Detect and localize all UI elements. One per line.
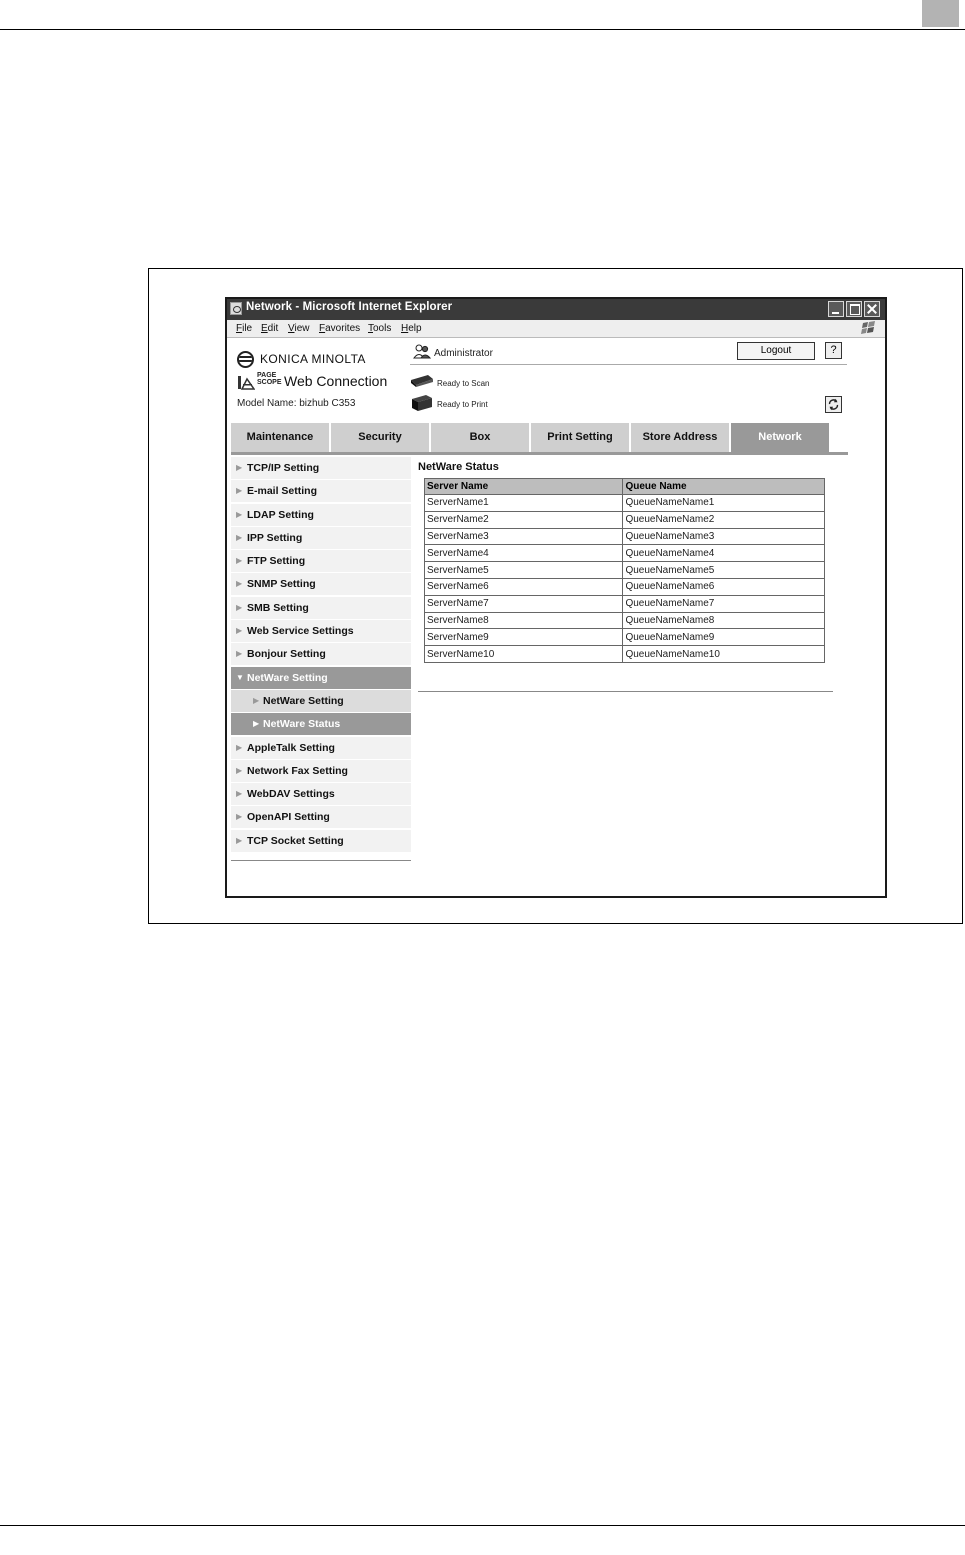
triangle-right-icon: ▶ [236, 486, 243, 496]
triangle-right-icon: ▶ [236, 602, 243, 612]
print-status: Ready to Print [437, 400, 488, 409]
triangle-right-icon: ▶ [236, 789, 243, 799]
title-bar[interactable] [227, 299, 885, 320]
browser-window [225, 297, 887, 898]
server-name-cell: ServerName3 [425, 528, 623, 545]
sidebar-item-label: Bonjour Setting [247, 648, 326, 661]
server-name-cell: ServerName7 [425, 595, 623, 612]
menu-help[interactable]: Help [401, 323, 422, 334]
sidebar-item-network-fax[interactable] [231, 760, 411, 782]
sidebar-item-openapi[interactable] [231, 806, 411, 828]
sidebar-item-ipp[interactable] [231, 527, 411, 549]
server-name-cell: ServerName2 [425, 511, 623, 528]
sidebar-divider [231, 860, 411, 861]
minimize-button[interactable] [828, 301, 844, 317]
sidebar-item-tcp-socket[interactable] [231, 830, 411, 852]
table-row [425, 646, 825, 663]
ie-icon [230, 302, 242, 315]
server-name-cell: ServerName10 [425, 646, 623, 663]
queue-name-cell: QueueNameName5 [623, 562, 825, 579]
table-row [425, 612, 825, 629]
pagescope-logo-icon [237, 375, 255, 390]
menu-bar [227, 320, 885, 338]
refresh-icon[interactable] [825, 396, 842, 413]
sidebar-item-label: E-mail Setting [247, 485, 318, 498]
maximize-button[interactable] [846, 301, 862, 317]
help-button[interactable]: ? [825, 342, 842, 359]
product-name: Web Connection [284, 373, 388, 389]
queue-name-cell: QueueNameName6 [623, 578, 825, 595]
table-row [425, 511, 825, 528]
triangle-right-icon: ▶ [236, 649, 243, 659]
queue-name-cell: QueueNameName3 [623, 528, 825, 545]
netware-status-table [424, 478, 825, 663]
scan-status: Ready to Scan [437, 379, 490, 388]
sidebar-item-label: SMB Setting [247, 601, 309, 614]
tab-maintenance[interactable]: Maintenance [231, 423, 330, 452]
sidebar-item-label: IPP Setting [247, 531, 303, 544]
scanner-icon [410, 374, 434, 387]
queue-name-cell: QueueNameName10 [623, 646, 825, 663]
menu-edit[interactable]: Edit [261, 323, 279, 334]
close-button[interactable] [864, 301, 880, 317]
menu-tools[interactable]: Tools [368, 323, 392, 334]
printer-icon [410, 394, 434, 411]
sidebar-item-bonjour[interactable] [231, 643, 411, 665]
triangle-right-icon: ▶ [236, 579, 243, 589]
tab-store-address[interactable]: Store Address [631, 423, 730, 452]
sidebar-subitem-netware-status[interactable] [231, 713, 411, 735]
server-name-cell: ServerName4 [425, 545, 623, 562]
header-divider [410, 364, 847, 365]
sidebar-item-email[interactable] [231, 480, 411, 502]
sidebar-item-netware-group[interactable] [231, 667, 411, 689]
triangle-right-icon: ▶ [236, 812, 243, 822]
server-name-cell: ServerName5 [425, 562, 623, 579]
table-row [425, 545, 825, 562]
users-icon [413, 344, 431, 359]
windows-logo-icon [861, 321, 877, 335]
triangle-right-icon: ▶ [236, 835, 243, 845]
queue-name-cell: QueueNameName8 [623, 612, 825, 629]
page-bottom-rule [0, 1525, 965, 1526]
page-title: NetWare Status [418, 461, 499, 473]
triangle-right-icon: ▶ [236, 463, 243, 472]
server-name-cell: ServerName6 [425, 578, 623, 595]
sidebar-item-label: NetWare Setting [263, 694, 344, 707]
tab-security[interactable]: Security [331, 423, 430, 452]
page-corner-tab [922, 0, 959, 27]
tab-network[interactable]: Network [731, 423, 830, 452]
page-header [227, 338, 885, 420]
table-header-row [425, 479, 825, 495]
sidebar-item-label: FTP Setting [247, 555, 306, 568]
sidebar-item-smb[interactable] [231, 597, 411, 619]
server-name-cell: ServerName8 [425, 612, 623, 629]
triangle-right-icon: ▶ [236, 742, 243, 752]
sidebar-item-webdav[interactable] [231, 783, 411, 805]
sidebar-item-label: Network Fax Setting [247, 764, 348, 777]
sidebar-item-snmp[interactable] [231, 573, 411, 595]
sidebar-item-ftp[interactable] [231, 550, 411, 572]
sidebar-item-appletalk[interactable] [231, 737, 411, 759]
sidebar-subitem-netware-setting[interactable] [231, 690, 411, 712]
konica-minolta-globe-icon [237, 351, 254, 368]
queue-name-cell: QueueNameName1 [623, 495, 825, 512]
sidebar-item-ldap[interactable] [231, 504, 411, 526]
pagescope-line-2: SCOPE [257, 379, 282, 386]
column-header-server: Server Name [425, 479, 623, 495]
sidebar-item-label: AppleTalk Setting [247, 741, 335, 754]
menu-favorites[interactable]: Favorites [319, 323, 361, 334]
triangle-right-icon: ▶ [236, 765, 243, 775]
queue-name-cell: QueueNameName4 [623, 545, 825, 562]
table-row [425, 495, 825, 512]
tabs-underline [231, 452, 848, 455]
sidebar-item-label: NetWare Status [263, 718, 341, 731]
triangle-down-icon: ▼ [236, 672, 244, 682]
sidebar-item-label: TCP Socket Setting [247, 834, 344, 847]
content-divider [418, 691, 833, 692]
main-tabs [231, 423, 848, 452]
table-row [425, 562, 825, 579]
sidebar-item-label: OpenAPI Setting [247, 811, 330, 824]
table-row [425, 629, 825, 646]
triangle-right-icon: ▶ [236, 556, 243, 566]
window-title: Network - Microsoft Internet Explorer [246, 301, 453, 313]
triangle-right-icon: ▶ [236, 532, 243, 542]
table-row [425, 578, 825, 595]
triangle-right-icon: ▶ [236, 626, 243, 636]
brand-name: KONICA MINOLTA [260, 352, 366, 366]
sidebar-item-label: WebDAV Settings [247, 788, 335, 801]
triangle-right-icon: ▶ [253, 719, 260, 729]
model-name: Model Name: bizhub C353 [237, 398, 356, 409]
triangle-right-icon: ▶ [236, 509, 243, 519]
menu-view[interactable]: View [288, 323, 310, 334]
sidebar-item-label: Web Service Settings [247, 625, 354, 638]
tab-box[interactable]: Box [431, 423, 530, 452]
sidebar-item-label: LDAP Setting [247, 508, 314, 521]
sidebar-item-label: TCP/IP Setting [247, 462, 320, 474]
page-top-rule [0, 29, 965, 30]
queue-name-cell: QueueNameName7 [623, 595, 825, 612]
triangle-right-icon: ▶ [253, 695, 260, 705]
sidebar-item-web-service[interactable] [231, 620, 411, 642]
logout-button[interactable]: Logout [737, 342, 815, 360]
table-row [425, 595, 825, 612]
queue-name-cell: QueueNameName2 [623, 511, 825, 528]
column-header-queue: Queue Name [623, 479, 825, 495]
queue-name-cell: QueueNameName9 [623, 629, 825, 646]
sidebar-item-tcpip[interactable] [231, 457, 411, 479]
tab-print-setting[interactable]: Print Setting [531, 423, 630, 452]
sidebar-item-label: SNMP Setting [247, 578, 316, 591]
server-name-cell: ServerName1 [425, 495, 623, 512]
table-row [425, 528, 825, 545]
menu-file[interactable]: File [236, 323, 253, 334]
pagescope-label [257, 372, 282, 386]
pagescope-line-1: PAGE [257, 372, 277, 379]
user-name: Administrator [434, 348, 493, 359]
sidebar-menu [231, 457, 411, 853]
server-name-cell: ServerName9 [425, 629, 623, 646]
sidebar-item-label: NetWare Setting [247, 671, 328, 684]
